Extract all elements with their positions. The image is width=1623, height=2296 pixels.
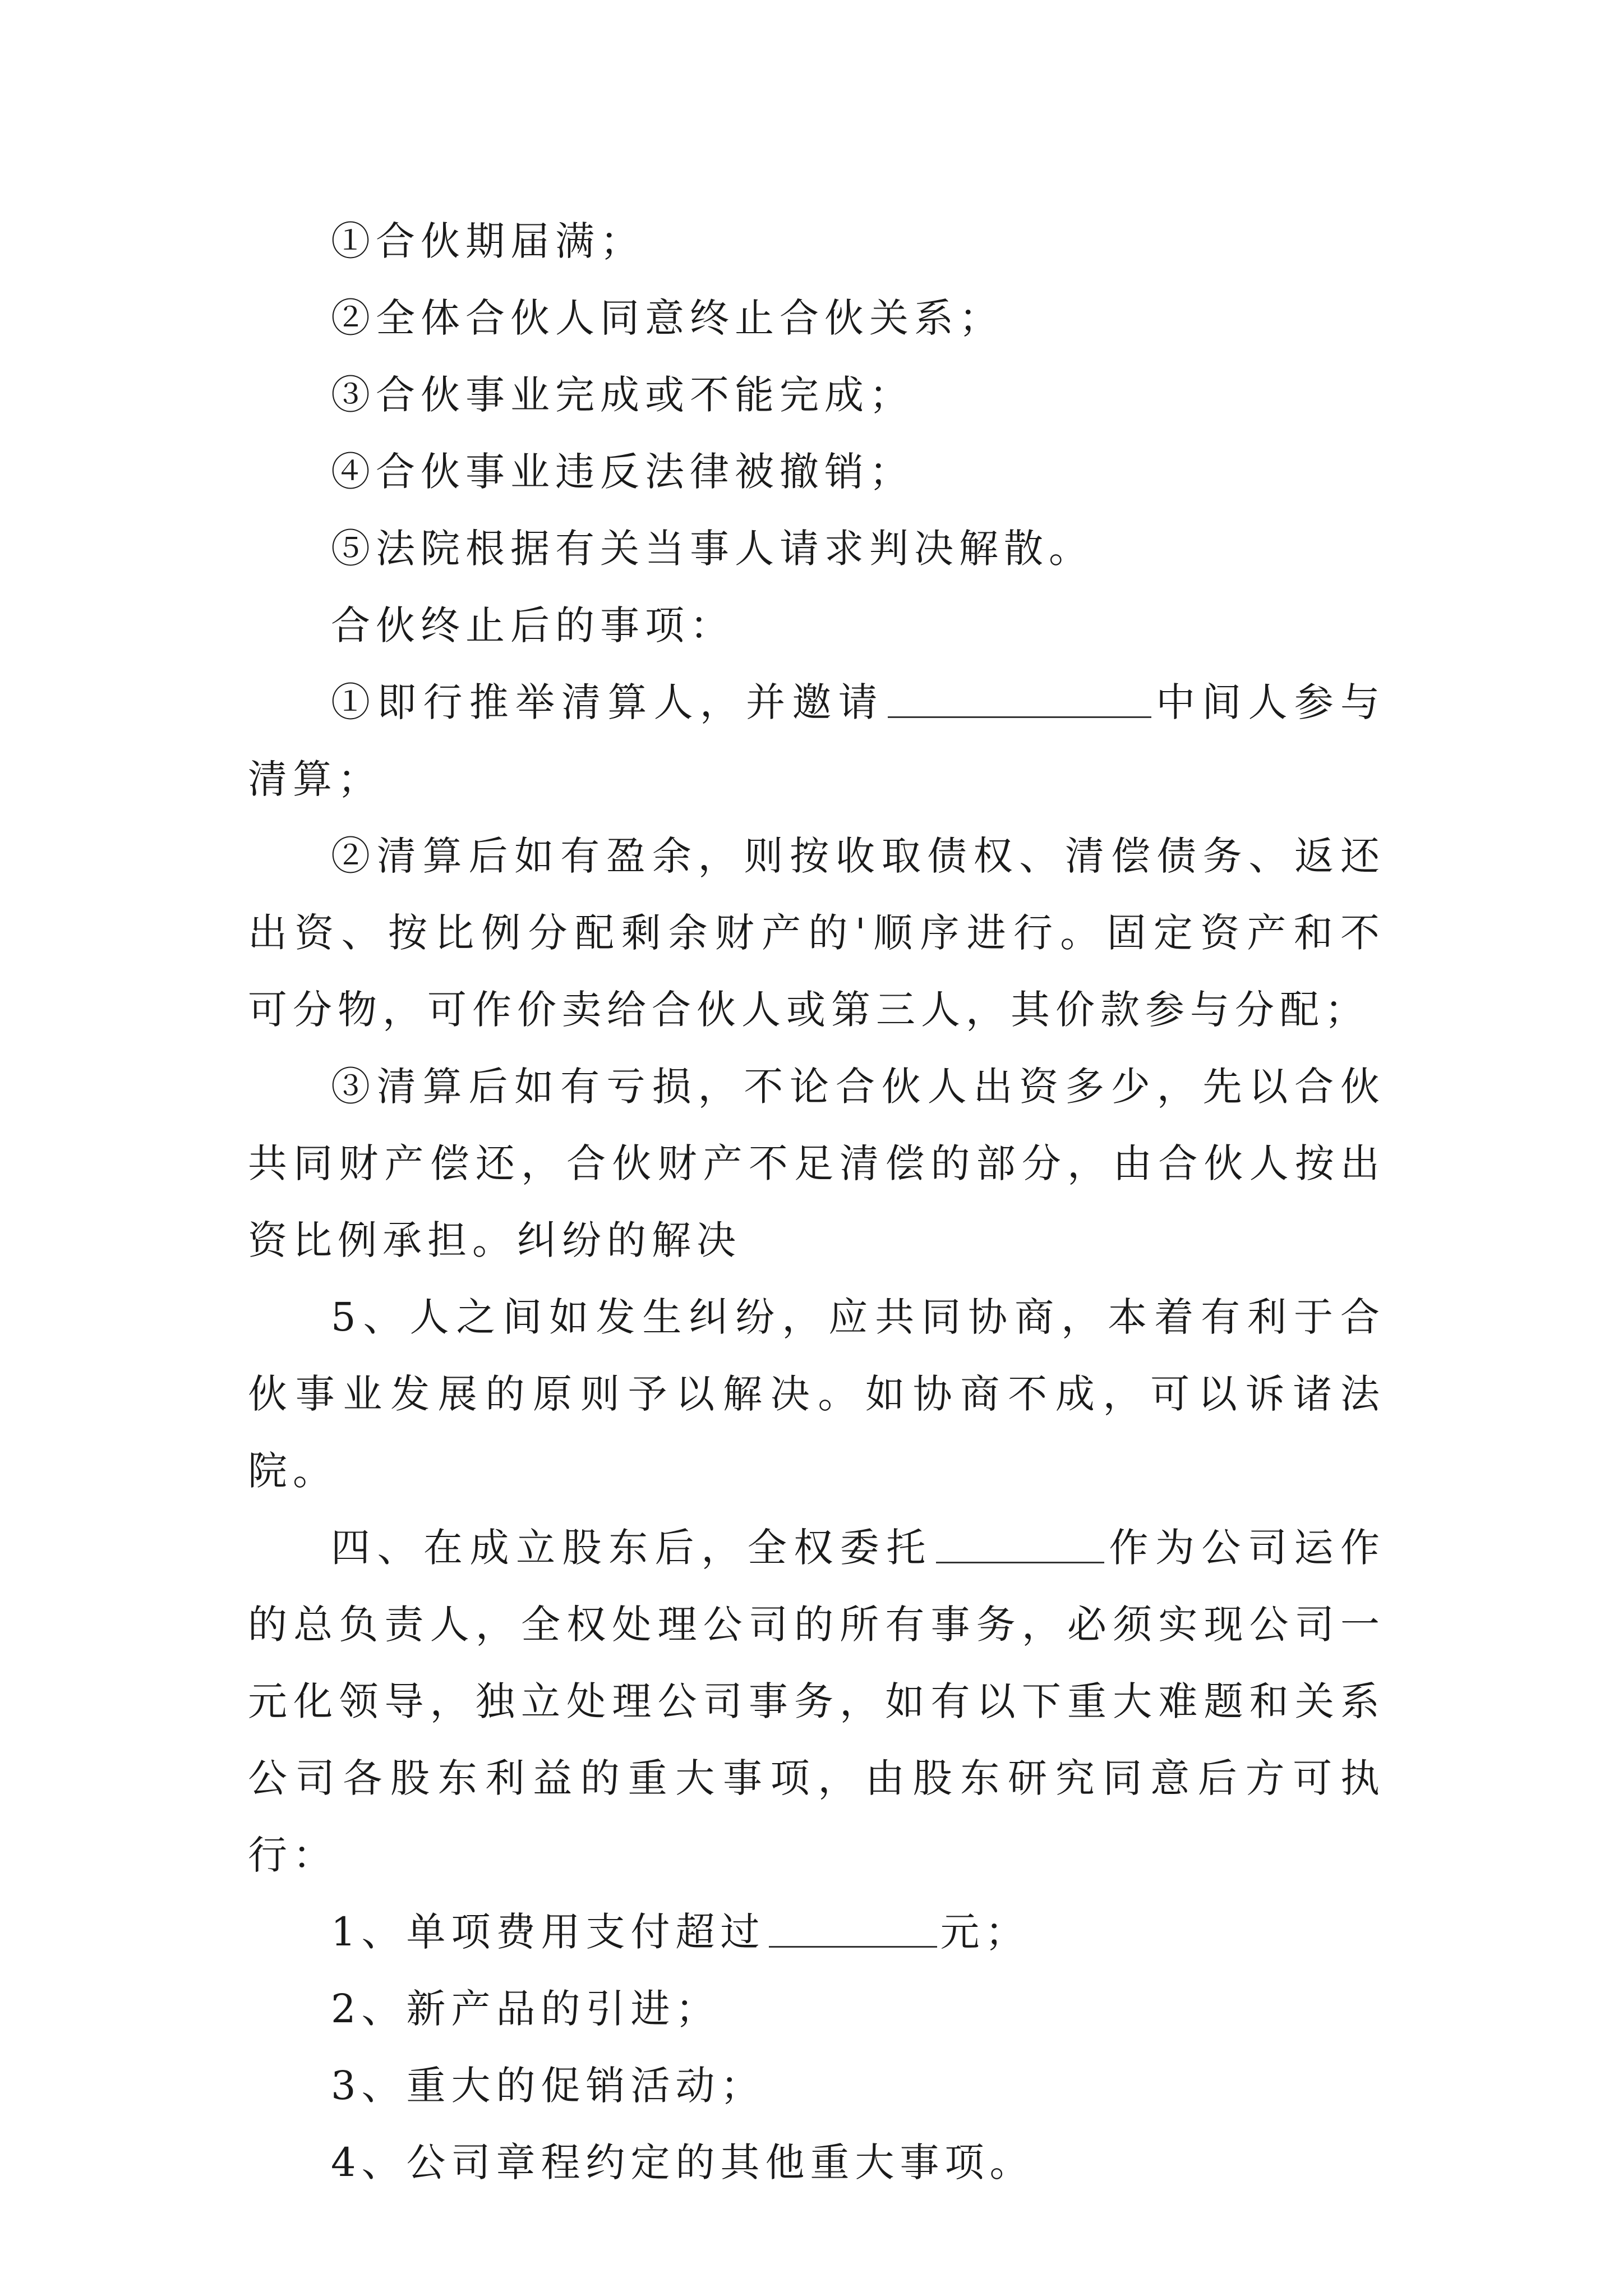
paragraph-12-start: 1、单项费用支付超过: [331, 1909, 766, 1955]
paragraph-13: 2、新产品的引进；: [331, 1986, 721, 2032]
paragraph-12-end: 元；: [940, 1909, 1030, 1955]
paragraph-10: 5、人之间如发生纠纷，应共同协商，本着有利于合伙事业发展的原则予以解决。如协商不成，可以诉诸法院。: [248, 1294, 1385, 1494]
paragraph-14: 3、重大的促销活动；: [331, 2063, 766, 2109]
paragraph-11-start: 四、在成立股东后，全权委托: [331, 1525, 933, 1571]
paragraph-9: ③清算后如有亏损，不论合伙人出资多少，先以合伙共同财产偿还，合伙财产不足清偿的部分，由合伙人按出资比例承担。纠纷的解决: [248, 1064, 1385, 1263]
paragraph-15: 4、公司章程约定的其他重大事项。: [331, 2139, 1035, 2185]
paragraph-11-end: 作为公司运作的总负责人，全权处理公司的所有事务，必须实现公司一元化领导，独立处理公司事务，如有以下重大难题和关系公司各股东利益的重大事项，由股东研究同意后方可执行：: [248, 1525, 1386, 1878]
fill-blank-mediator: [888, 683, 1151, 718]
paragraph-1: ①合伙期届满；: [331, 218, 645, 264]
paragraph-6: 合伙终止后的事项：: [331, 602, 735, 648]
paragraph-7: [248, 664, 1385, 818]
paragraph-11: [248, 1510, 1385, 1894]
paragraph-7-end: 中间人参与清算；: [248, 679, 1386, 802]
paragraph-4: ④合伙事业违反法律被撤销；: [331, 449, 914, 495]
paragraph-5: ⑤法院根据有关当事人请求判决解散。: [331, 526, 1094, 572]
paragraph-7-start: ①即行推举清算人，并邀请: [331, 679, 884, 725]
fill-blank-manager: [936, 1528, 1104, 1563]
document-body: [248, 203, 1385, 2201]
fill-blank-amount: [769, 1912, 937, 1948]
paragraph-12: [248, 1894, 1385, 1971]
paragraph-8: ②清算后如有盈余，则按收取债权、清偿债务、返还出资、按比例分配剩余财产的'顺序进行。固定资产和不可分物，可作价卖给合伙人或第三人，其价款参与分配；: [248, 833, 1385, 1033]
paragraph-3: ③合伙事业完成或不能完成；: [331, 372, 914, 418]
paragraph-2: ②全体合伙人同意终止合伙关系；: [331, 295, 1004, 341]
